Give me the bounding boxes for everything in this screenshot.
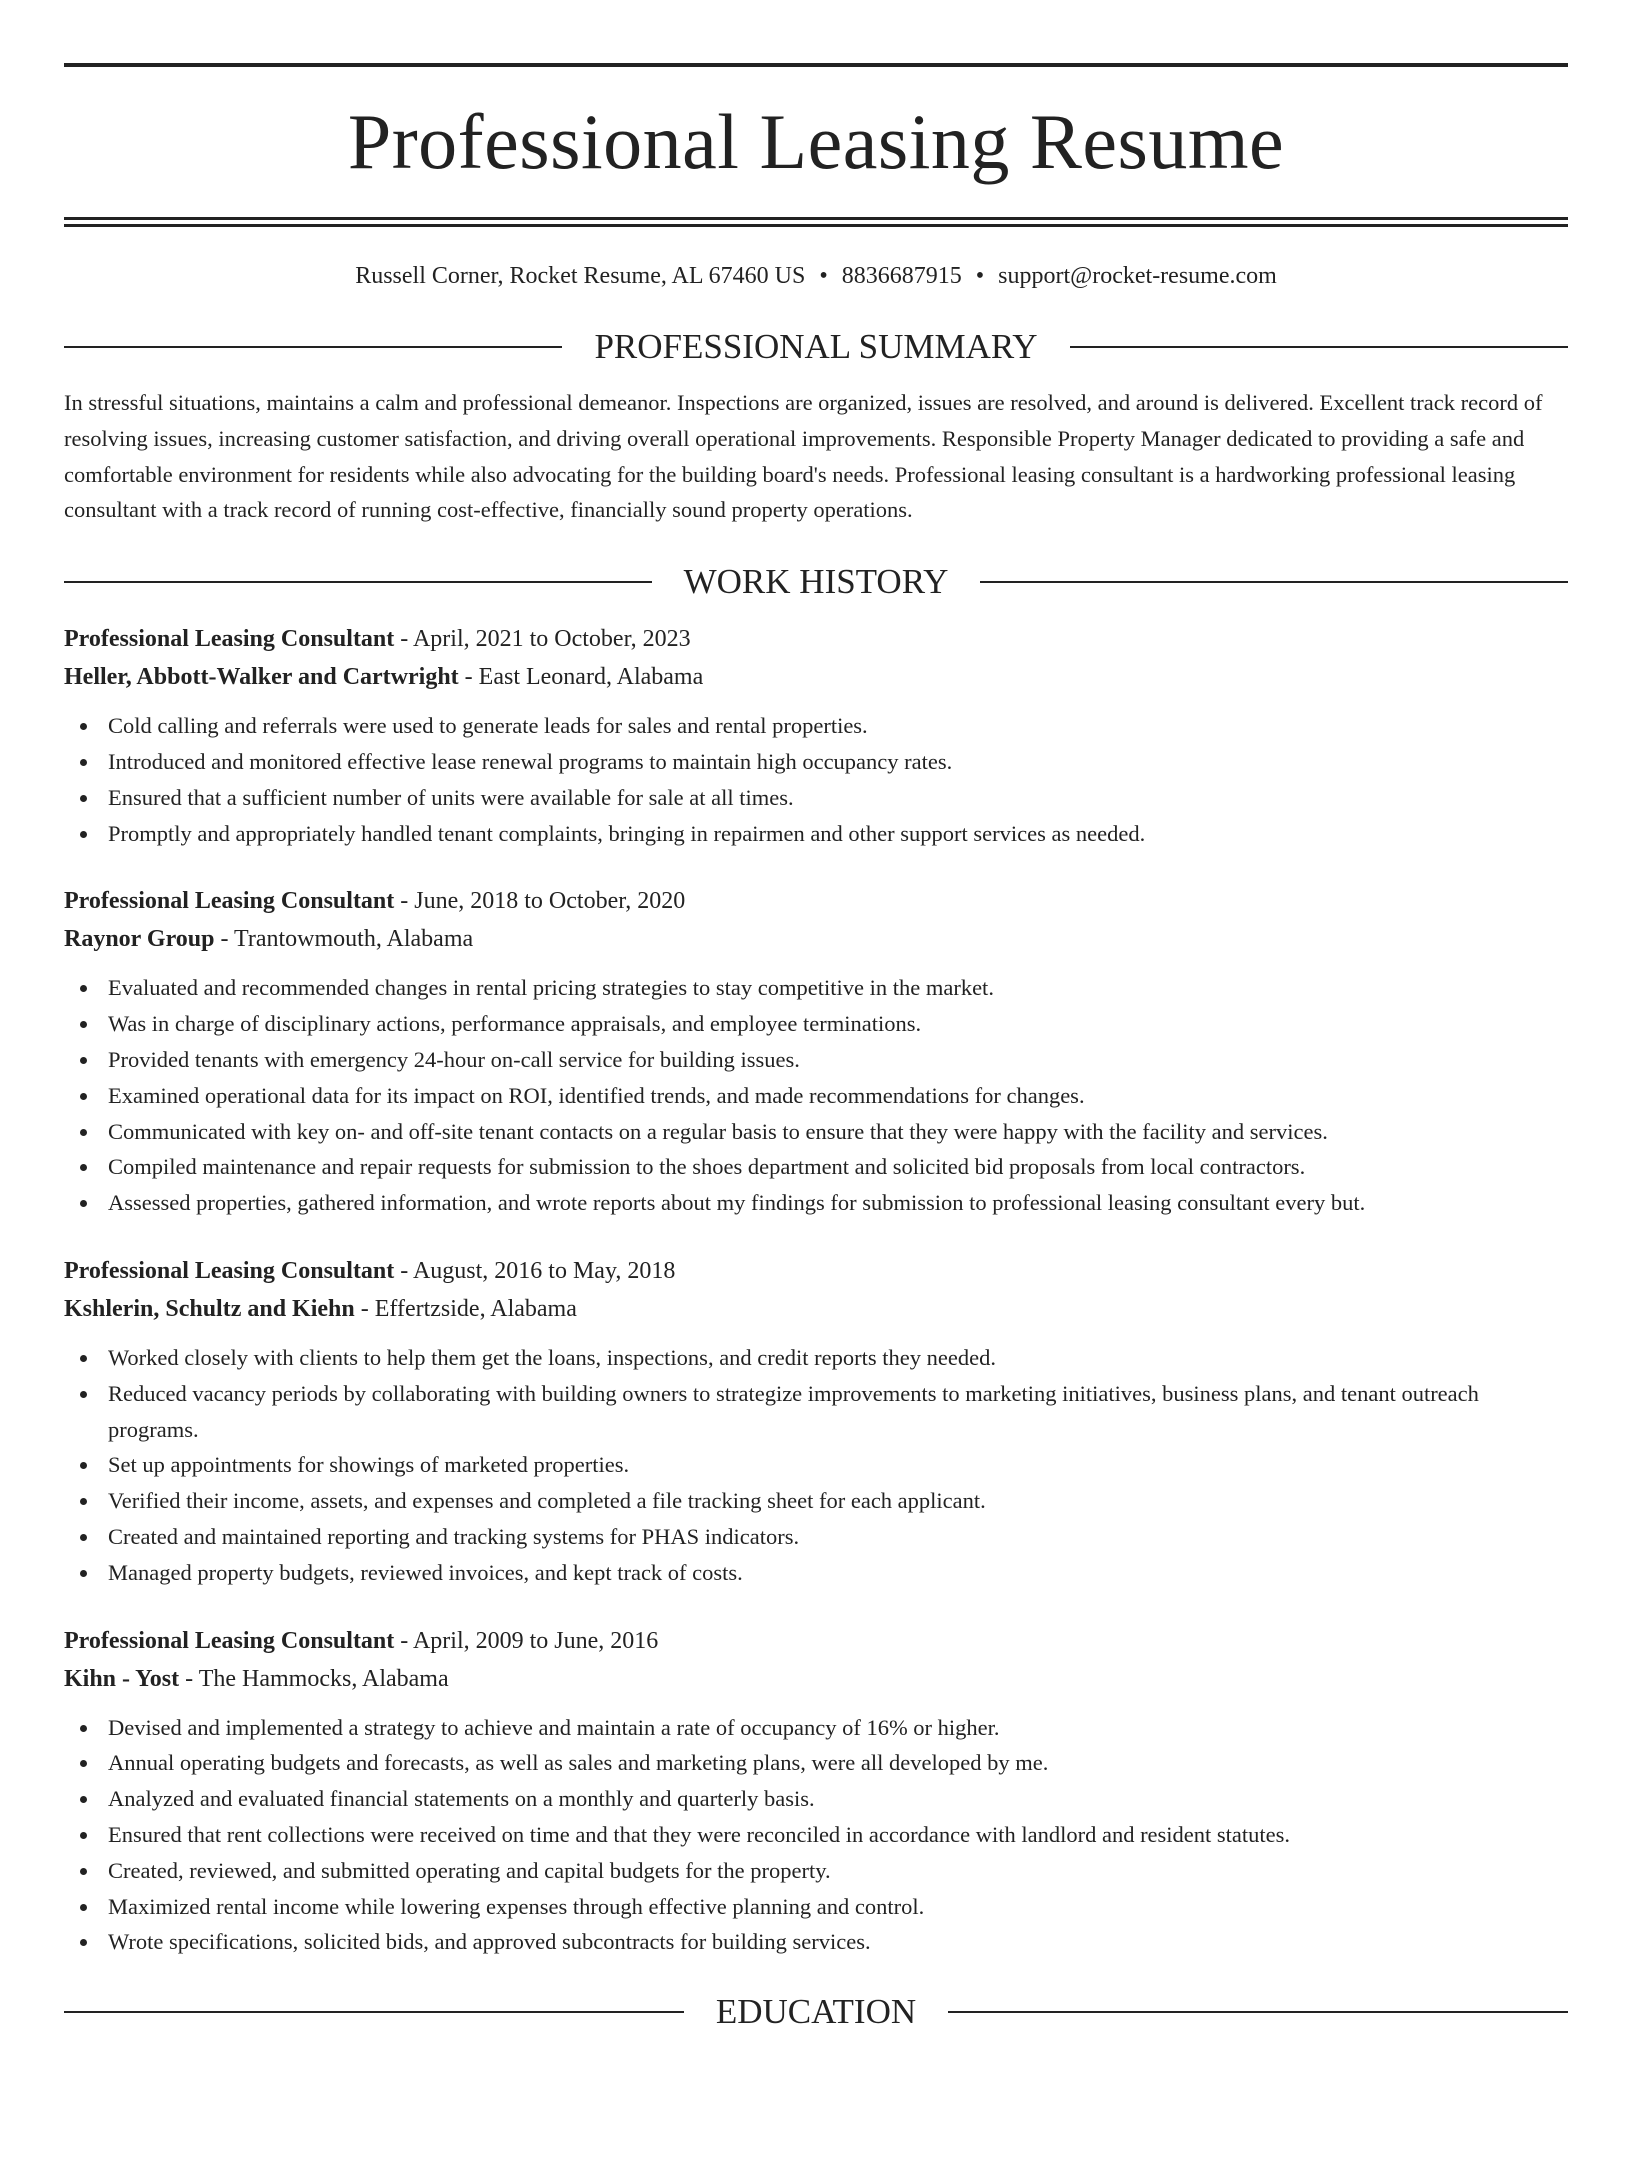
- job-bullet: Compiled maintenance and repair requests for submission to the shoes department and solicited bid proposals from local contractors.: [64, 1149, 1568, 1185]
- summary-heading: [64, 327, 1568, 367]
- job-location: - Trantowmouth, Alabama: [220, 926, 474, 953]
- job-location: - East Leonard, Alabama: [464, 664, 704, 691]
- job-title: Professional Leasing Consultant: [64, 1627, 395, 1654]
- job-dates: - April, 2021 to October, 2023: [400, 626, 691, 653]
- job-title-line: [64, 1252, 1568, 1290]
- job-company: Kihn - Yost: [64, 1665, 180, 1692]
- job-bullet: Created and maintained reporting and tracking systems for PHAS indicators.: [64, 1519, 1568, 1555]
- summary-heading-label: PROFESSIONAL SUMMARY: [594, 327, 1038, 366]
- job-entry: [64, 620, 1568, 851]
- work-history-heading: [64, 562, 1568, 602]
- job-bullet: Assessed properties, gathered information, and wrote reports about my findings for submission to professional leasing consultant every but.: [64, 1185, 1568, 1221]
- contact-email: support@rocket-resume.com: [998, 263, 1277, 289]
- resume-page: [0, 63, 1632, 2175]
- job-title: Professional Leasing Consultant: [64, 626, 395, 653]
- job-bullet: Analyzed and evaluated financial statements on a monthly and quarterly basis.: [64, 1781, 1568, 1817]
- job-bullet: Maximized rental income while lowering expenses through effective planning and control.: [64, 1889, 1568, 1925]
- job-entry: [64, 1252, 1568, 1591]
- summary-text: In stressful situations, maintains a calm and professional demeanor. Inspections are organized, issues are resolved, and around is delivered. Excellent track record of resolving issues, increasing customer satisfaction, and driving overall operational improvements. Responsible Property Manager dedicated to providing a safe and comfortable environment for residents while also advocating for the building board's needs. Professional leasing consultant is a hardworking professional leasing consultant with a track record of running cost-effective, financially sound property operations.: [64, 390, 1543, 523]
- job-bullet: Communicated with key on- and off-site tenant contacts on a regular basis to ensure that they were happy with the facility and services.: [64, 1114, 1568, 1150]
- job-bullet: Verified their income, assets, and expenses and completed a file tracking sheet for each applicant.: [64, 1483, 1568, 1519]
- job-entry: [64, 1622, 1568, 1961]
- job-company-line: [64, 1290, 1568, 1328]
- education-heading-label: EDUCATION: [715, 1992, 917, 2032]
- resume-title: Professional Leasing Resume: [347, 98, 1285, 185]
- education-heading: [64, 1992, 1568, 2032]
- job-bullets: [64, 708, 1568, 851]
- job-dates: - August, 2016 to May, 2018: [400, 1257, 676, 1284]
- contact-phone: 8836687915: [841, 263, 962, 289]
- job-bullet: Devised and implemented a strategy to achieve and maintain a rate of occupancy of 16% or higher.: [64, 1710, 1568, 1746]
- job-entry: [64, 882, 1568, 1221]
- job-location: - The Hammocks, Alabama: [185, 1665, 449, 1692]
- heading-rule-left: [64, 346, 562, 348]
- job-company: Raynor Group: [64, 926, 215, 953]
- job-bullets: [64, 1340, 1568, 1591]
- job-bullets: [64, 970, 1568, 1221]
- contact-separator: •: [975, 263, 985, 289]
- job-bullet: Provided tenants with emergency 24-hour on-call service for building issues.: [64, 1042, 1568, 1078]
- heading-rule-right: [1070, 346, 1568, 348]
- job-dates: - June, 2018 to October, 2020: [400, 888, 686, 915]
- job-bullet: Cold calling and referrals were used to generate leads for sales and rental properties.: [64, 708, 1568, 744]
- top-rule: [64, 63, 1568, 67]
- contact-address: Russell Corner, Rocket Resume, AL 67460 US: [355, 263, 806, 289]
- job-bullet: Wrote specifications, solicited bids, and approved subcontracts for building services.: [64, 1924, 1568, 1960]
- job-location: - Effertzside, Alabama: [360, 1295, 577, 1322]
- heading-rule-right: [948, 2011, 1568, 2013]
- contact-line: [64, 261, 1568, 291]
- job-bullet: Ensured that rent collections were received on time and that they were reconciled in accordance with landlord and resident statutes.: [64, 1817, 1568, 1853]
- job-bullet: Introduced and monitored effective lease renewal programs to maintain high occupancy rates.: [64, 744, 1568, 780]
- job-bullet: Examined operational data for its impact on ROI, identified trends, and made recommendations for changes.: [64, 1078, 1568, 1114]
- job-title-line: [64, 882, 1568, 920]
- heading-rule-left: [64, 581, 652, 583]
- job-bullets: [64, 1710, 1568, 1961]
- contact-separator: •: [819, 263, 828, 289]
- job-company-line: [64, 1660, 1568, 1698]
- job-bullet: Was in charge of disciplinary actions, performance appraisals, and employee terminations.: [64, 1006, 1568, 1042]
- job-title: Professional Leasing Consultant: [64, 1257, 395, 1284]
- job-bullet: Annual operating budgets and forecasts, as well as sales and marketing plans, were all developed by me.: [64, 1745, 1568, 1781]
- job-dates: - April, 2009 to June, 2016: [400, 1627, 659, 1654]
- work-history-heading-label: WORK HISTORY: [683, 562, 949, 602]
- job-bullet: Reduced vacancy periods by collaborating with building owners to strategize improvements to marketing initiatives, business plans, and tenant outreach programs.: [64, 1376, 1568, 1448]
- job-bullet: Worked closely with clients to help them get the loans, inspections, and credit reports they needed.: [64, 1340, 1568, 1376]
- job-bullet: Ensured that a sufficient number of units were available for sale at all times.: [64, 780, 1568, 816]
- job-bullet: Set up appointments for showings of marketed properties.: [64, 1447, 1568, 1483]
- heading-rule-left: [64, 2011, 684, 2013]
- job-bullet: Created, reviewed, and submitted operating and capital budgets for the property.: [64, 1853, 1568, 1889]
- job-company-line: [64, 920, 1568, 958]
- heading-rule-right: [980, 581, 1568, 583]
- job-title: Professional Leasing Consultant: [64, 888, 395, 915]
- job-company: Kshlerin, Schultz and Kiehn: [64, 1295, 355, 1322]
- job-bullet: Managed property budgets, reviewed invoices, and kept track of costs.: [64, 1555, 1568, 1591]
- job-title-line: [64, 620, 1568, 658]
- job-company-line: [64, 658, 1568, 696]
- job-bullet: Promptly and appropriately handled tenant complaints, bringing in repairmen and other support services as needed.: [64, 816, 1568, 852]
- job-bullet: Evaluated and recommended changes in rental pricing strategies to stay competitive in the market.: [64, 970, 1568, 1006]
- job-company: Heller, Abbott-Walker and Cartwright: [64, 664, 459, 691]
- job-title-line: [64, 1622, 1568, 1660]
- title-double-rule: [64, 217, 1568, 227]
